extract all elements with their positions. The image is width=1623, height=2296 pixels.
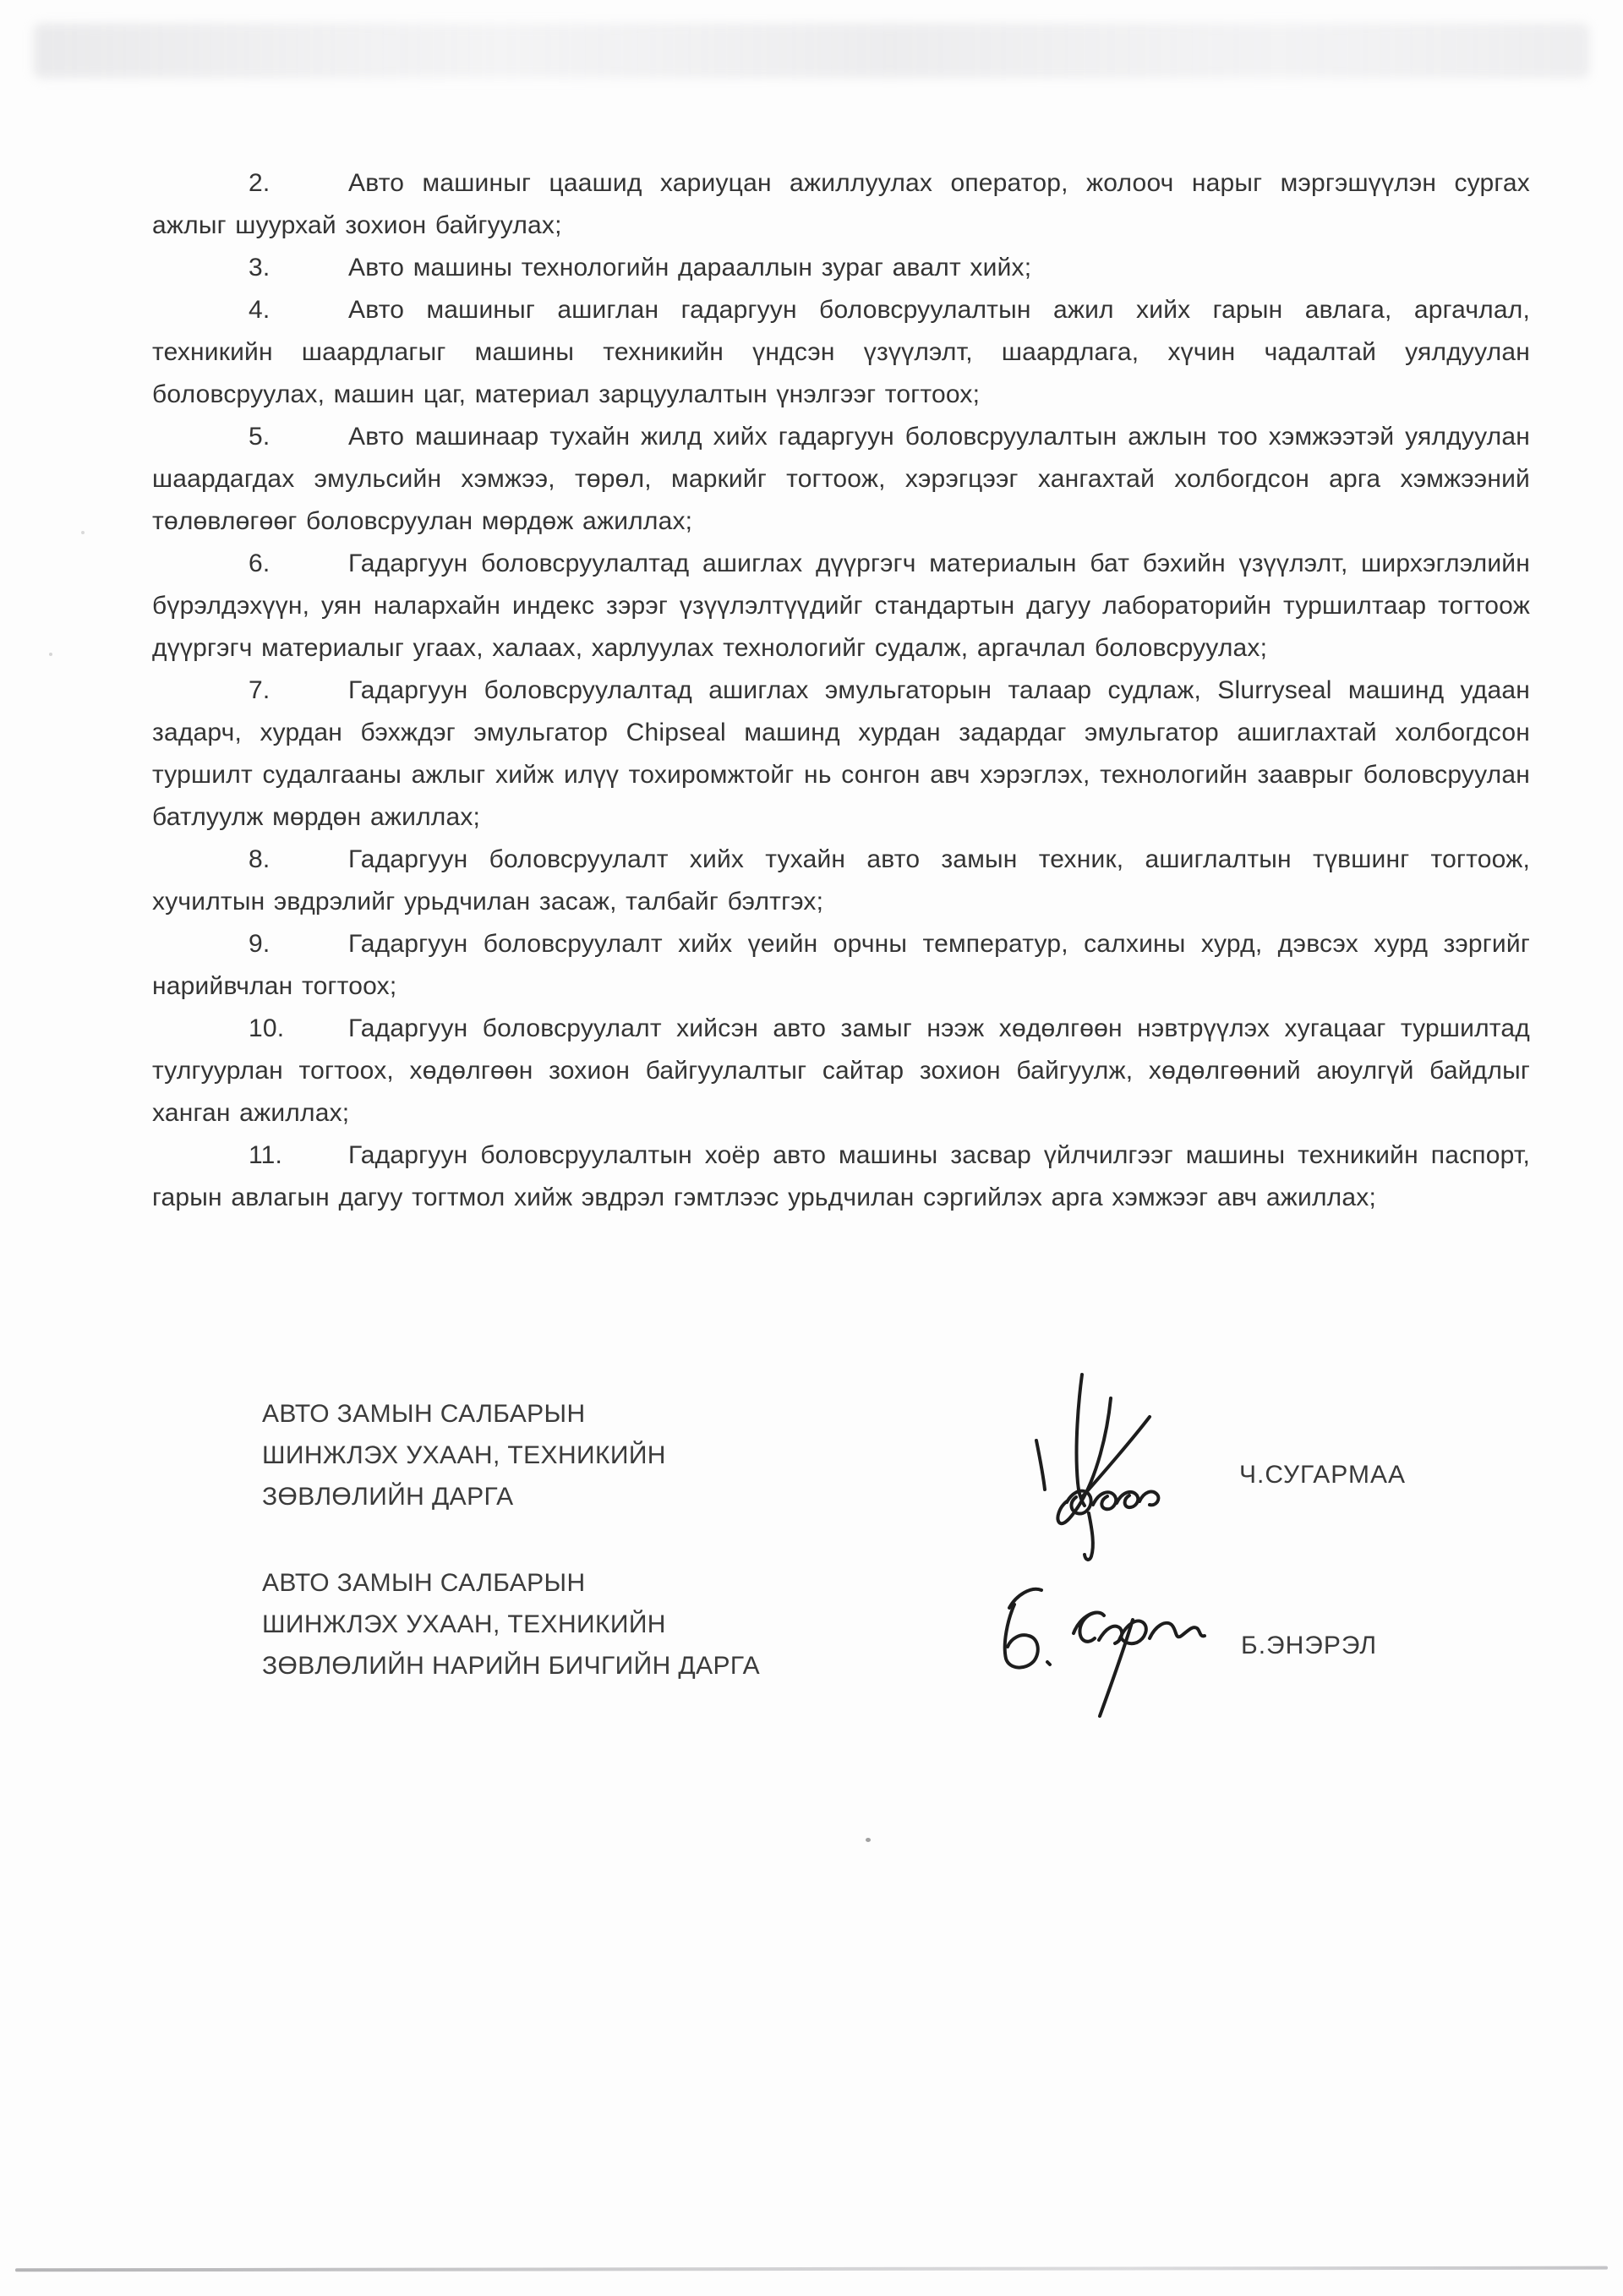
item-text: Гадаргуун боловсруулалтад ашиглах эмульгаторын талаар судлаж, Slurryseal машинд удаан задарч, хурдан бэхждэг эмульгатор Chipseal машинд хурдан задардаг эмульгатор ашиглахтай холбогдсон туршилт судалгааны ажлыг хийж илүү тохиромжтойг нь сонгон авч хэрэглэх, технологийн зааврыг боловсруулан батлуулж мөрдөн ажиллах; (152, 676, 1530, 831)
item-text: Гадаргуун боловсруулалт хийх үеийн орчны температур, салхины хурд, дэвсэх хурд зэргийг нарийвчлан тогтоох; (152, 930, 1530, 1000)
document-body (152, 162, 1530, 1219)
item-number: 3. (249, 254, 270, 282)
item-text: Гадаргуун боловсруулалт хийх тухайн авто замын техник, ашиглалтын түвшинг тогтоож, хучилтын эвдрэлийг урьдчилан засаж, талбайг бэлтгэх; (152, 845, 1530, 916)
signatory-title-line: АВТО ЗАМЫН САЛБАРЫН (262, 1400, 586, 1428)
item-number: 2. (249, 169, 270, 197)
item-number: 4. (249, 296, 270, 324)
numbered-item-5 (152, 416, 1530, 543)
item-number: 11. (249, 1141, 283, 1169)
scan-artifact-bottom-edge (15, 2266, 1608, 2272)
signatory-title-chairman (262, 1393, 666, 1517)
numbered-item-3 (152, 247, 1530, 289)
signature-scribble-chairman (1008, 1363, 1202, 1566)
numbered-item-8 (152, 839, 1530, 923)
signatory-title-line: АВТО ЗАМЫН САЛБАРЫН (262, 1569, 586, 1597)
signatory-name-chairman: Ч.СУГАРМАА (1239, 1461, 1406, 1489)
item-text: Авто машиныг ашиглан гадаргуун боловсруулалтын ажил хийх гарын авлага, аргачлал, техникийн шаардлагыг машины техникийн үндсэн үзүүлэлт, шаардлага, хүчин чадалтай уялдуулан боловсруулах, машин цаг, материал зарцуулалтын үнэлгээг тогтоох; (152, 296, 1530, 408)
signatory-name-secretary: Б.ЭНЭРЭЛ (1241, 1632, 1378, 1659)
signatory-title-line: ШИНЖЛЭХ УХААН, ТЕХНИКИЙН (262, 1610, 666, 1638)
scan-artifact-top-band (34, 24, 1589, 78)
numbered-item-4 (152, 289, 1530, 416)
item-text: Гадаргуун боловсруулалтын хоёр авто машины засвар үйлчилгээг машины техникийн паспорт, гарын авлагын дагуу тогтмол хийж эвдрэл гэмтлээс урьдчилан сэргийлэх арга хэмжээг авч ажиллах; (152, 1141, 1530, 1211)
item-text: Авто машинаар тухайн жилд хийх гадаргуун боловсруулалтын ажлын тоо хэмжээтэй уялдуулан шаардагдах эмульсийн хэмжээ, төрөл, маркийг тогтоож, хэрэгцээг хангахтай холбогдсон арга хэмжээний төлөвлөгөөг боловсруулан мөрдөж ажиллах; (152, 423, 1530, 535)
signatory-title-secretary (262, 1562, 760, 1686)
item-number: 10. (249, 1014, 285, 1042)
numbered-item-7 (152, 670, 1530, 839)
scan-noise-dot (81, 531, 85, 534)
item-number: 9. (249, 930, 270, 958)
item-text: Авто машины технологийн дарааллын зураг авалт хийх; (348, 254, 1032, 282)
numbered-item-10 (152, 1008, 1530, 1134)
scan-noise-dot (49, 653, 52, 656)
item-text: Гадаргуун боловсруулалтад ашиглах дүүргэгч материалын бат бэхийн үзүүлэлт, ширхэглэлийн бүрэлдэхүүн, уян налархайн индекс зэрэг үзүүлэлтүүдийг стандартын дагуу лабораторийн туршилтаар тогтоож дүүргэгч материалыг угаах, халаах, харлуулах технологийг судалж, аргачлал боловсруулах; (152, 549, 1530, 662)
signatory-title-line: ЗӨВЛӨЛИЙН ДАРГА (262, 1483, 514, 1511)
numbered-item-2 (152, 162, 1530, 247)
item-text: Авто машиныг цаашид хариуцан ажиллуулах оператор, жолооч нарыг мэргэшүүлэн сургах ажлыг шуурхай зохион байгуулах; (152, 169, 1530, 239)
numbered-item-11 (152, 1134, 1530, 1219)
item-number: 7. (249, 676, 270, 704)
signatory-title-line: ЗӨВЛӨЛИЙН НАРИЙН БИЧГИЙН ДАРГА (262, 1652, 760, 1680)
signature-scribble-secretary (965, 1571, 1219, 1731)
item-text: Гадаргуун боловсруулалт хийсэн авто замыг нээж хөдөлгөөн нэвтрүүлэх хугацааг туршилтад тулгуурлан тогтоох, хөдөлгөөн зохион байгуулалтыг сайтар зохион байгуулж, хөдөлгөөний аюулгүй байдлыг ханган ажиллах; (152, 1014, 1530, 1127)
signatory-title-line: ШИНЖЛЭХ УХААН, ТЕХНИКИЙН (262, 1441, 666, 1469)
item-number: 6. (249, 549, 270, 577)
scan-noise-dot (866, 1838, 871, 1842)
numbered-item-6 (152, 543, 1530, 670)
numbered-item-9 (152, 923, 1530, 1008)
item-number: 8. (249, 845, 270, 873)
item-number: 5. (249, 423, 270, 451)
